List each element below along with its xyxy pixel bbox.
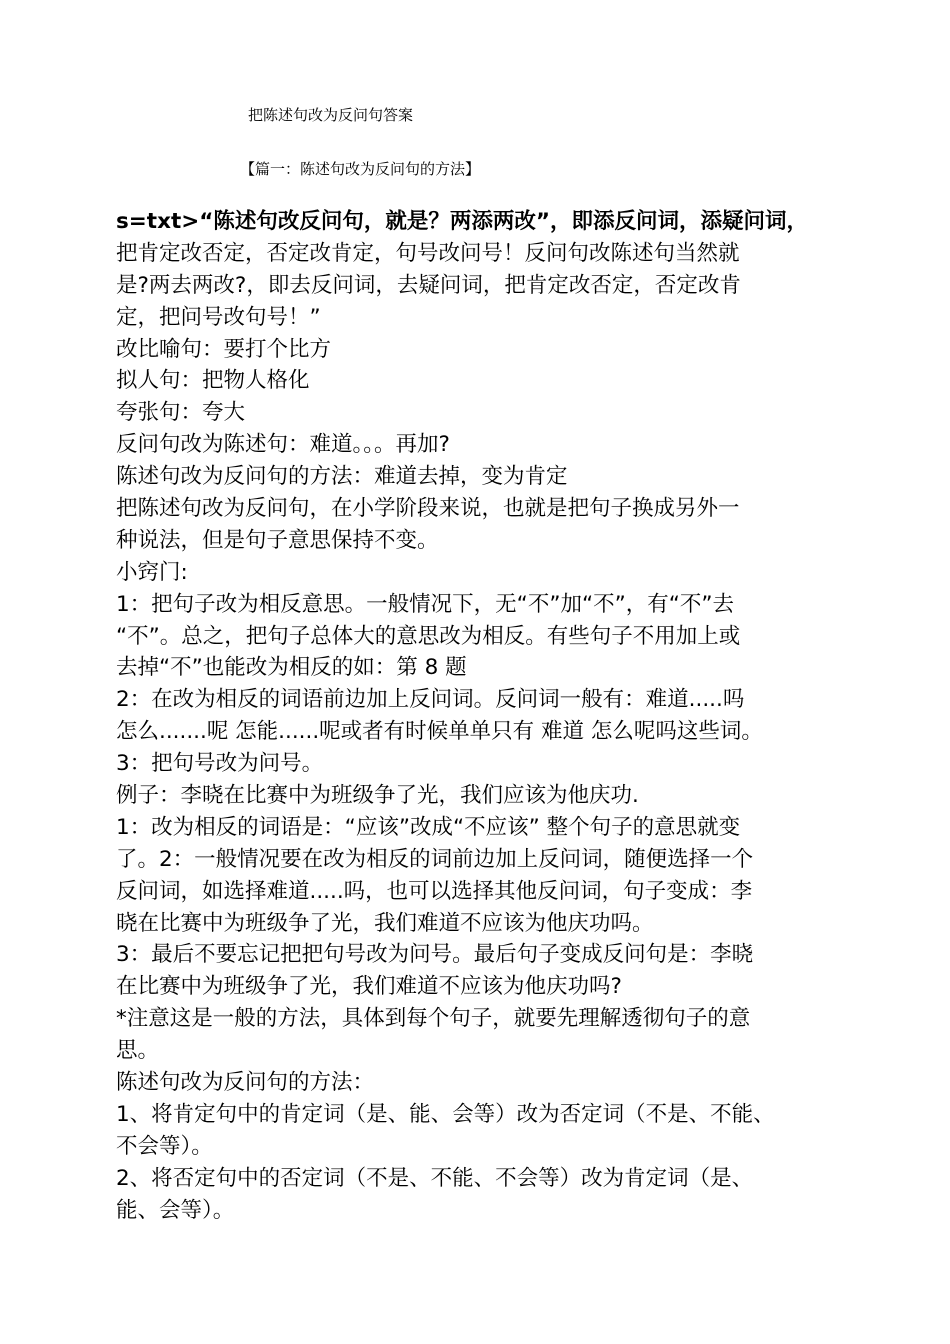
document-title: 把陈述句改为反问句答案: [248, 106, 414, 124]
body-line: 能、会等）。: [116, 1197, 235, 1223]
document-subtitle: 【篇一：陈述句改为反问句的方法】: [240, 160, 481, 178]
body-line: 种说法，但是句子意思保持不变。: [116, 527, 439, 553]
body-line: 去掉“不”也能改为相反的如：第 8 题: [116, 655, 467, 681]
body-line: 了。2：一般情况要在改为相反的词前边加上反问词，随便选择一个: [116, 846, 754, 872]
body-line: 3：把句号改为问号。: [116, 751, 324, 777]
body-line: 例子：李晓在比赛中为班级争了光，我们应该为他庆功.: [116, 783, 639, 809]
body-line: 把肯定改否定，否定改肯定，句号改问号！反问句改陈述句当然就: [116, 240, 740, 266]
body-line: 反问句改为陈述句：难道。。。再加?: [116, 432, 450, 458]
body-line: 拟人句：把物人格化: [116, 368, 310, 394]
body-line: 2、将否定句中的否定词（不是、不能、不会等）改为肯定词（是、: [116, 1165, 754, 1191]
body-line: 2：在改为相反的词语前边加上反问词。反问词一般有：难道.....吗: [116, 687, 745, 713]
body-line: 夸张句：夸大: [116, 400, 246, 426]
body-line: 反问词，如选择难道.....吗，也可以选择其他反问词，句子变成：李: [116, 878, 753, 904]
body-line: 陈述句改为反问句的方法：难道去掉，变为肯定: [116, 464, 568, 490]
body-line: 晓在比赛中为班级争了光，我们难道不应该为他庆功吗。: [116, 910, 654, 936]
body-line: s=txt>“陈述句改反问句，就是？两添两改”，即添反问词，添疑问词，: [116, 209, 809, 234]
body-line: *注意这是一般的方法，具体到每个句子，就要先理解透彻句子的意: [116, 1006, 751, 1032]
body-line: “不”。总之，把句子总体大的意思改为相反。有些句子不用加上或: [116, 623, 741, 649]
body-line: 1、将肯定句中的肯定词（是、能、会等）改为否定词（不是、不能、: [116, 1101, 775, 1127]
body-line: 3：最后不要忘记把把句号改为问号。最后句子变成反问句是：李晓: [116, 942, 754, 968]
document-body: [116, 206, 856, 1227]
body-line: 1：把句子改为相反意思。一般情况下，无“不”加“不”，有“不”去: [116, 591, 735, 617]
body-line: 把陈述句改为反问句，在小学阶段来说，也就是把句子换成另外一: [116, 496, 740, 522]
body-line: 思。: [116, 1038, 160, 1064]
body-line: 定，把问号改句号！”: [116, 304, 321, 330]
body-line: 陈述句改为反问句的方法：: [116, 1070, 375, 1096]
body-line: 在比赛中为班级争了光，我们难道不应该为他庆功吗?: [116, 974, 622, 1000]
body-line: 小窍门:: [116, 559, 188, 585]
body-line: 怎么.......呢 怎能......呢或者有时候单单只有 难道 怎么呢吗这些词。: [116, 719, 763, 745]
body-line: 不会等）。: [116, 1133, 213, 1159]
body-line: 改比喻句：要打个比方: [116, 336, 332, 362]
body-line: 1：改为相反的词语是：“应该”改成“不应该” 整个句子的意思就变: [116, 814, 741, 840]
body-line: 是?两去两改?，即去反问词，去疑问词，把肯定改否定，否定改肯: [116, 272, 741, 298]
